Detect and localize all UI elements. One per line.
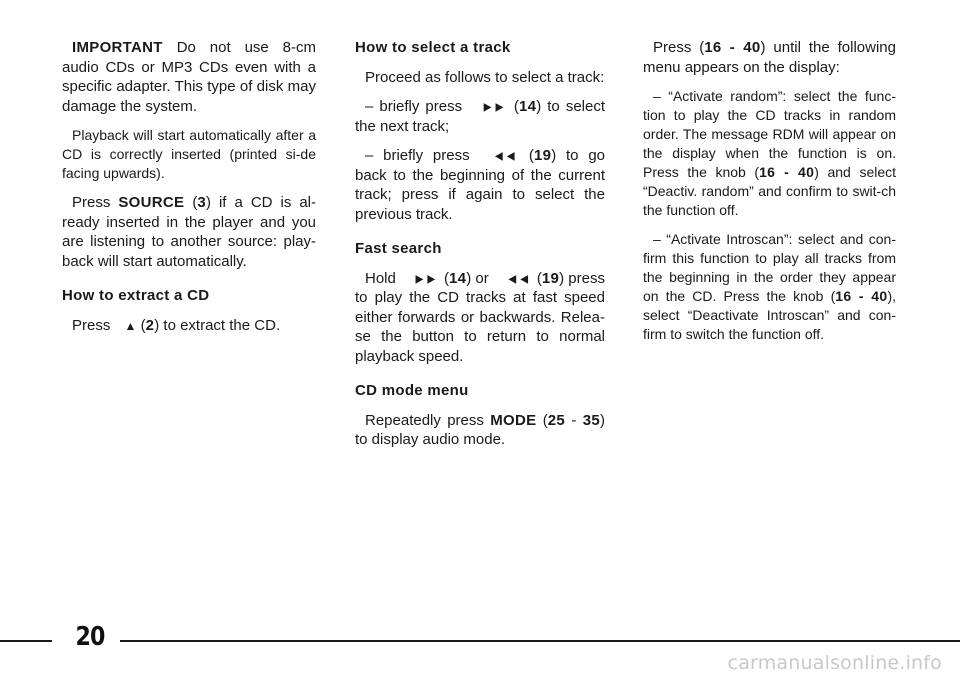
- text-fragment: ), select “Deactivate Introscan” and con-firm to switch the function off.: [643, 288, 896, 342]
- text-fragment: ) to select the next track;: [355, 98, 605, 135]
- eject-icon: ▲: [124, 318, 137, 333]
- extract-paragraph: [62, 316, 316, 337]
- previous-track-paragraph: [355, 146, 605, 224]
- column-3: [643, 38, 896, 354]
- section-heading-select-track: How to select a track: [355, 39, 511, 56]
- control-number: 35: [582, 411, 600, 429]
- control-number: 2: [145, 316, 155, 334]
- text-fragment: – briefly press: [365, 147, 480, 164]
- text-fragment: ) until the following menu appears on the display:: [643, 39, 896, 76]
- random-paragraph: [643, 87, 896, 220]
- playback-paragraph: Playback will start automatically after a CD is correctly inserted (printed si-de facing upwards).: [62, 127, 316, 181]
- fast-forward-icon: ►►: [481, 98, 505, 115]
- source-paragraph: [62, 193, 316, 271]
- mode-key: MODE: [490, 411, 537, 429]
- important-label: IMPORTANT: [72, 39, 163, 56]
- text-fragment: (: [184, 194, 198, 211]
- text-fragment: (: [519, 147, 534, 164]
- watermark: carmanualsonline.info: [727, 652, 942, 674]
- text-fragment: – “Activate Introscan”: select and con-firm this function to play all tracks from the beginning in the order they appear on the CD. Press the knob (: [643, 231, 896, 304]
- text-fragment: Hold: [365, 269, 401, 287]
- text-fragment: – briefly press: [365, 98, 469, 115]
- text-fragment: Press (: [653, 39, 705, 56]
- fast-forward-icon: ►►: [413, 269, 437, 287]
- control-number: 19: [533, 147, 552, 164]
- section-heading-fast-search: Fast search: [355, 240, 442, 257]
- text-fragment: ) press to play the CD tracks at fast speed either forwards or backwards. Relea-se the button to return to normal playback speed.: [355, 269, 605, 365]
- mode-paragraph: [355, 411, 605, 450]
- control-number: 16 - 40: [759, 164, 815, 180]
- text-fragment: Press: [72, 194, 119, 211]
- control-number: 25: [547, 411, 566, 429]
- column-1: [62, 38, 316, 346]
- text-fragment: Repeatedly press: [365, 411, 491, 429]
- control-number: 16 - 40: [704, 39, 761, 56]
- control-number: 3: [197, 194, 206, 211]
- text-fragment: (: [532, 269, 542, 287]
- rewind-icon: ◄◄: [505, 269, 530, 287]
- menu-intro-paragraph: [643, 38, 896, 77]
- text-fragment: – “Activate random”: select the func-tion to play the CD tracks in random order. The message RDM will appear on the display when the function is on. Press the knob (: [643, 88, 896, 180]
- important-note: [62, 38, 316, 116]
- section-heading-cd-mode-menu: CD mode menu: [355, 382, 469, 399]
- text-fragment: ) or: [466, 269, 493, 287]
- control-number: 14: [518, 98, 537, 115]
- rewind-icon: ◄◄: [492, 147, 517, 164]
- text-fragment: ) to go back to the beginning of the current track; press if again to select the previous track.: [355, 147, 605, 223]
- text-fragment: ) to extract the CD.: [154, 316, 281, 334]
- select-intro: Proceed as follows to select a track:: [365, 68, 605, 86]
- footer-rule-right: [120, 640, 960, 642]
- text-fragment: ) to display audio mode.: [355, 411, 605, 448]
- section-heading-extract-cd: How to extract a CD: [62, 287, 210, 304]
- source-key: SOURCE: [118, 194, 185, 211]
- important-text: Do not use 8-cm audio CDs or MP3 CDs even with a specific adapter. This type of disk may damage the system.: [62, 39, 317, 115]
- text-fragment: Press: [72, 316, 115, 334]
- text-fragment: (: [439, 269, 449, 287]
- control-number: 19: [541, 269, 560, 287]
- text-fragment: -: [565, 411, 583, 429]
- page-number: 20: [75, 622, 105, 652]
- footer-rule-left: [0, 640, 52, 642]
- text-fragment: (: [536, 411, 548, 429]
- next-track-paragraph: [355, 97, 605, 136]
- control-number: 14: [448, 269, 467, 287]
- column-2: [355, 38, 605, 460]
- introscan-paragraph: [643, 230, 896, 344]
- text-fragment: ) if a CD is al-ready inserted in the player and you are listening to another source: play-back will start automatically.: [62, 194, 316, 270]
- text-fragment: (: [507, 98, 519, 115]
- text-fragment: (: [136, 316, 146, 334]
- control-number: 16 - 40: [835, 288, 888, 304]
- text-fragment: ) and select “Deactiv. random” and confirm to swit-ch the function off.: [643, 164, 897, 218]
- fast-search-paragraph: [355, 269, 605, 367]
